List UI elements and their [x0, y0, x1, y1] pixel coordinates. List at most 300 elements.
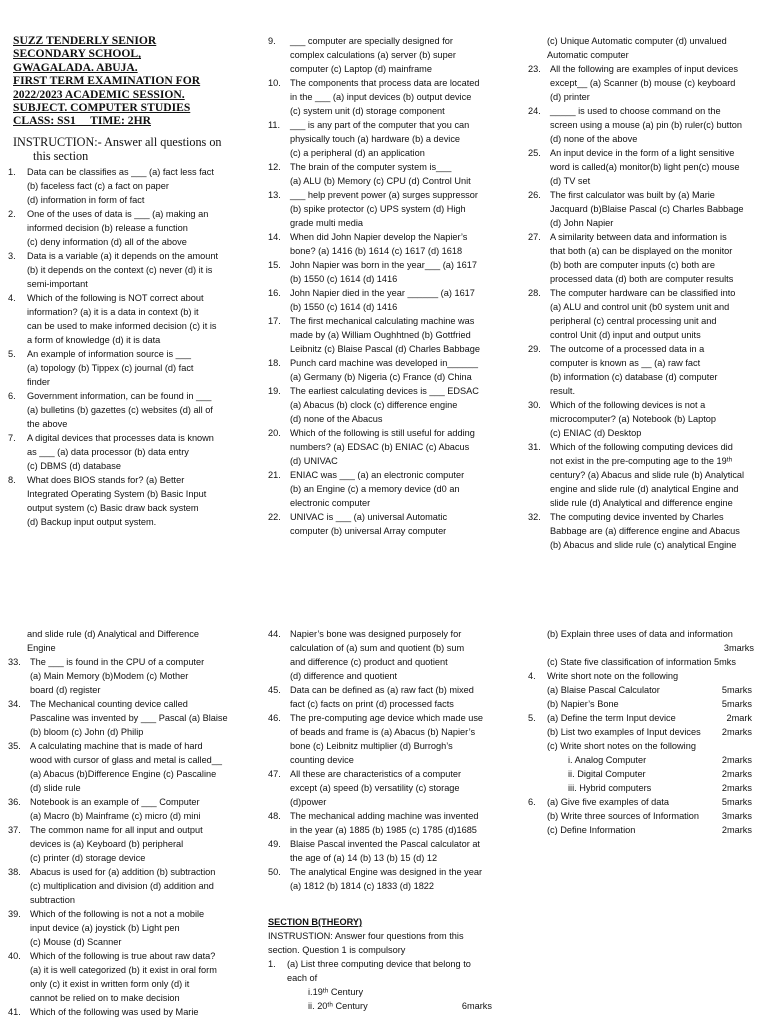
question-number: 1.	[268, 959, 276, 969]
header-line: GWAGALADA. ABUJA.	[13, 60, 138, 74]
question-text-line: informed decision (b) release a function	[27, 223, 188, 234]
question-number: 14.	[268, 232, 281, 242]
question-text-line: semi-important	[27, 279, 88, 290]
marks: 2marks	[721, 727, 752, 737]
exam-header	[13, 34, 244, 128]
question-text-line: (a) it is well categorized (b) it exist in oral form	[30, 965, 217, 975]
question-number: 8.	[8, 475, 16, 486]
marked-item	[547, 711, 752, 725]
question-text-line: that both (a) can be displayed on the monitor	[550, 246, 733, 256]
question-item	[528, 188, 764, 230]
question-item	[8, 907, 244, 949]
marked-item	[547, 809, 752, 823]
question-text-line: except (a) speed (b) versatility (c) storage	[290, 783, 460, 793]
question-item	[268, 160, 500, 188]
sub-question-list	[528, 753, 764, 795]
question-text-line: information? (a) it is a data in context (b) it	[27, 307, 199, 318]
marked-item	[547, 683, 752, 697]
question-text-line: of beads and frame is (a) Abacus (b) Napier’s	[290, 727, 476, 737]
question-number: 38.	[8, 867, 21, 877]
question-text-line: The common name for all input and output	[30, 825, 203, 835]
question-text-line: Blaise Pascal invented the Pascal calculator at	[290, 839, 480, 849]
question-text-line: (d) slide rule	[30, 783, 81, 793]
question-item	[268, 510, 500, 538]
question-text-line: (b) information (c) database (d) computer	[550, 372, 718, 382]
question-number: 26.	[528, 190, 541, 200]
question-number: 9.	[268, 36, 276, 46]
question-number: 33.	[8, 657, 21, 667]
question-text-line: counting device	[290, 755, 354, 765]
question-text-line: (a) ALU (b) Memory (c) CPU (d) Control Unit	[290, 176, 471, 186]
question-number: 25.	[528, 148, 541, 158]
question-number: 7.	[8, 433, 16, 444]
question-text-line: The computer hardware can be classified into	[550, 288, 736, 298]
question-text-line: The first mechanical calculating machine was	[290, 316, 475, 326]
question-item	[268, 683, 500, 711]
question-item	[8, 655, 244, 697]
question-text-line: in the year (a) 1885 (b) 1985 (c) 1785 (d)1685	[290, 825, 477, 835]
question-item	[528, 146, 764, 188]
question-text-line: (b) it depends on the context (c) never (d) it is	[27, 265, 213, 276]
question-item	[528, 398, 764, 440]
question-item	[8, 431, 244, 473]
question-number: 24.	[528, 106, 541, 116]
marked-line	[268, 999, 500, 1013]
question-text-line: The first calculator was built by (a) Marie	[550, 190, 715, 200]
question-text-line: (c) Mouse (d) Scanner	[30, 937, 122, 947]
question-text-line: devices is (a) Keyboard (b) peripheral	[30, 839, 184, 849]
item-label: i. Analog Computer	[568, 755, 647, 765]
marks: 6marks	[461, 1001, 492, 1011]
question-item	[528, 104, 764, 146]
question-text-line: slide rule (d) Analytical and difference engine	[550, 498, 733, 508]
question-text-line: What does BIOS stands for? (a) Better	[27, 475, 185, 486]
item-label: (c) Define Information	[547, 825, 636, 835]
text-line: (b) Explain three uses of data and information	[547, 629, 733, 639]
question-item	[268, 767, 500, 809]
question-item	[8, 389, 244, 431]
question-text-line: Which of the following is still useful for adding	[290, 428, 475, 438]
question-number: 31.	[528, 442, 541, 452]
question-number: 35.	[8, 741, 21, 751]
item-label: (b) Write three sources of Information	[547, 811, 699, 821]
question-text-line: An input device in the form of a light sensitive	[550, 148, 735, 158]
text-line: each of	[287, 973, 318, 983]
question-list	[528, 62, 764, 552]
question-text-line: Napier’s bone was designed purposely for	[290, 629, 462, 639]
question-text-line: subtraction	[30, 895, 75, 905]
question-text-line: (d) TV set	[550, 176, 591, 186]
question-text-line: word is called(a) monitor(b) light pen(c) mouse	[550, 162, 740, 172]
question-item	[268, 34, 500, 76]
question-text-line: complex calculations (a) server (b) super	[290, 50, 456, 60]
question-number: 36.	[8, 797, 21, 807]
question-text-line: (d) printer	[550, 92, 590, 102]
question-item	[268, 426, 500, 468]
question-text-line: (a) Abacus (b) clock (c) difference engine	[290, 400, 458, 410]
question-item	[8, 347, 244, 389]
question-text-line: Which of the following computing devices did	[550, 442, 733, 452]
question-text-line: (b) spike protector (c) UPS system (d) High	[290, 204, 466, 214]
question-text-line: (b) Abacus and slide rule (c) analytical Engine	[550, 540, 737, 550]
question-text-line: processed data (d) both are computer results	[550, 274, 734, 284]
question-text-line: (d) information in form of fact	[27, 195, 145, 206]
question-item	[268, 230, 500, 258]
question-text-line: (d) none of the Abacus	[290, 414, 383, 424]
question-list	[268, 34, 500, 538]
question-text-line: (d)power	[290, 797, 327, 807]
question-item	[528, 440, 764, 510]
item-label: (a) Define the term Input device	[547, 713, 676, 723]
marked-item	[568, 781, 752, 795]
question-number: 50.	[268, 867, 281, 877]
column-5	[268, 627, 500, 1013]
sub-question-list	[528, 683, 764, 711]
marks: 2marks	[721, 769, 752, 779]
question-item	[8, 865, 244, 907]
question-text-line: computer is known as __ (a) raw fact	[550, 358, 701, 368]
question-text-line: Data can be classifies as ___ (a) fact less fact	[27, 167, 214, 178]
marks: 2mark	[726, 713, 752, 723]
question-text-line: The computing device invented by Charles	[550, 512, 724, 522]
question-number: 12.	[268, 162, 281, 172]
question-list	[8, 655, 244, 1019]
question-text-line: The brain of the computer system is___	[290, 162, 452, 172]
question-number: 44.	[268, 629, 281, 639]
question-item	[8, 823, 244, 865]
question-text-line: screen using a mouse (a) pin (b) ruler(c) button	[550, 120, 742, 130]
header-line: CLASS: SS1 TIME: 2HR	[13, 114, 151, 128]
question-item	[8, 949, 244, 1005]
item-label: (a) Give five examples of data	[547, 797, 670, 807]
question-number: 49.	[268, 839, 281, 849]
sub-question-list	[547, 711, 764, 739]
question-number: 28.	[528, 288, 541, 298]
question-item	[8, 473, 244, 529]
question-text-line: John Napier died in the year ______ (a) 1617	[290, 288, 475, 298]
question-item	[528, 510, 764, 552]
question-text-line: The Mechanical counting device called	[30, 699, 188, 709]
question-text-line: ENIAC was ___ (a) an electronic computer	[290, 470, 465, 480]
question-item	[528, 342, 764, 398]
column-3	[528, 34, 764, 552]
question-text-line: ___ is any part of the computer that you can	[290, 120, 470, 130]
instruction-line: this section	[33, 149, 89, 164]
marks: 3marks	[721, 811, 752, 821]
item-label: ii. Digital Computer	[568, 769, 646, 779]
question-text-line: physically touch (a) hardware (b) a device	[290, 134, 461, 144]
question-text-line: except__ (a) Scanner (b) mouse (c) keyboard	[550, 78, 736, 88]
question-number: 39.	[8, 909, 21, 919]
text-line: (a) List three computing device that belong to	[287, 959, 471, 969]
item-label: (b) Napier’s Bone	[547, 699, 619, 709]
question-text-line: board (d) register	[30, 685, 101, 695]
marked-item	[568, 753, 752, 767]
question-text-line: All these are characteristics of a computer	[290, 769, 462, 779]
question-item	[8, 1005, 244, 1019]
question-number: 5.	[8, 349, 16, 360]
text-line: (c) Unique Automatic computer (d) unvalued	[547, 36, 727, 46]
question-text-line: input device (a) joystick (b) Light pen	[30, 923, 180, 933]
question-text-line: ___ help prevent power (a) surges suppressor	[290, 190, 478, 200]
question-text-line: (c) a peripheral (d) an application	[290, 148, 425, 158]
question-text-line: Abacus is used for (a) addition (b) subtraction	[30, 867, 216, 877]
question-item	[8, 249, 244, 291]
question-item	[528, 286, 764, 342]
question-number: 1.	[8, 167, 16, 178]
question-text-line: All the following are examples of input devices	[550, 64, 738, 74]
question-text-line: (a) 1812 (b) 1814 (c) 1833 (d) 1822	[290, 881, 435, 891]
question-text-line: (b) 1550 (c) 1614 (d) 1416	[290, 302, 398, 312]
marks: 3marks	[723, 643, 754, 653]
marks: 2marks	[721, 755, 752, 765]
question-number: 6.	[8, 391, 16, 402]
question-text-line: _____ is used to choose command on the	[550, 106, 721, 116]
question-item	[268, 865, 500, 893]
question-text-line: (b) faceless fact (c) a fact on paper	[27, 181, 169, 192]
question-number: 4.	[8, 293, 16, 304]
theory-question	[528, 711, 764, 739]
question-text-line: can be used to make informed decision (c) it is	[27, 321, 217, 332]
question-number: 3.	[8, 251, 16, 262]
marks: 5marks	[721, 699, 752, 709]
marks: 5marks	[721, 685, 752, 695]
section-b-instruction	[268, 929, 500, 957]
marked-item	[547, 697, 752, 711]
question-number: 30.	[528, 400, 541, 410]
item-label: iii. Hybrid computers	[568, 783, 652, 793]
question-text-line: One of the uses of data is ___ (a) making an	[27, 209, 209, 220]
column-4	[8, 627, 244, 1019]
theory-question	[528, 669, 764, 683]
question-text-line: (a) Abacus (b)Difference Engine (c) Pascaline	[30, 769, 217, 779]
question-text-line: The mechanical adding machine was invented	[290, 811, 479, 821]
text-line: ii. 20ᵗʰ Century	[308, 1001, 368, 1011]
question-text-line: (d) none of the above	[550, 134, 638, 144]
question-number: 18.	[268, 358, 281, 368]
section-b-title: SECTION B(THEORY)	[268, 917, 363, 927]
question-number: 46.	[268, 713, 281, 723]
question-text-line: computer (b) universal Array computer	[290, 526, 447, 536]
marked-item	[547, 795, 752, 809]
question-item	[268, 384, 500, 426]
question-text-line: Data can be defined as (a) raw fact (b) mixed	[290, 685, 474, 695]
question-text-line: The ___ is found in the CPU of a computer	[30, 657, 205, 667]
question-text-line: the age of (a) 14 (b) 13 (b) 15 (d) 12	[290, 853, 438, 863]
question-text-line: the above	[27, 419, 68, 430]
question-text-line: (d) UNIVAC	[290, 456, 338, 466]
question-item	[268, 118, 500, 160]
question-text-line: Which of the following is not a not a mobile	[30, 909, 205, 919]
header-line: SECONDARY SCHOOL,	[13, 47, 142, 61]
item-label: (b) List two examples of Input devices	[547, 727, 701, 737]
header-line: 2022/2023 ACADEMIC SESSION.	[13, 87, 185, 101]
question-text-line: (c) system unit (d) storage component	[290, 106, 445, 116]
text-line: section. Question 1 is compulsory	[268, 945, 406, 955]
question-text-line: (a) Main Memory (b)Modem (c) Mother	[30, 671, 189, 681]
question-text-line: Babbage are (a) difference engine and Abacus	[550, 526, 740, 536]
question-item	[268, 76, 500, 118]
question-text-line: (b) 1550 (c) 1614 (d) 1416	[290, 274, 398, 284]
question-text-line: Which of the following is true about raw data?	[30, 951, 216, 961]
question-number: 5.	[528, 713, 536, 723]
question-text-line: (a) Germany (b) Nigeria (c) France (d) China	[290, 372, 472, 382]
question-text-line: not exist in the pre-computing age to the 19ᵗʰ	[550, 456, 733, 466]
question-item	[528, 230, 764, 286]
question-text-line: finder	[27, 377, 50, 388]
question-text-line: Jacquard (b)Blaise Pascal (c) Charles Babbage	[550, 204, 744, 214]
question-text-line: electronic computer	[290, 498, 371, 508]
question-text-line: (c) printer (d) storage device	[30, 853, 146, 863]
question-number: 37.	[8, 825, 21, 835]
question-text-line: control Unit (d) input and output units	[550, 330, 701, 340]
text-line: Write short note on the following	[547, 671, 679, 681]
question-text-line: Integrated Operating System (b) Basic Input	[27, 489, 207, 500]
question-item	[268, 837, 500, 865]
text-line: INSTRUSTION: Answer four questions from this	[268, 931, 464, 941]
header-line: FIRST TERM EXAMINATION FOR	[13, 74, 201, 88]
question-number: 40.	[8, 951, 21, 961]
question-item	[8, 165, 244, 207]
continued-text	[8, 627, 244, 655]
instruction-line: INSTRUCTION:- Answer all questions on	[13, 134, 222, 149]
question-number: 22.	[268, 512, 281, 522]
marks: 5marks	[721, 797, 752, 807]
question-text-line: (c) ENIAC (d) Desktop	[550, 428, 642, 438]
item-label: (a) Blaise Pascal Calculator	[547, 685, 660, 695]
question-number: 41.	[8, 1007, 21, 1017]
question-text-line: (d) Backup input output system.	[27, 517, 157, 528]
question-text-line: and difference (c) product and quotient	[290, 657, 448, 667]
text-line: Automatic computer	[547, 50, 629, 60]
question-item	[268, 468, 500, 510]
question-text-line: (b) an Engine (c) a memory device (d0 an	[290, 484, 460, 494]
question-item	[268, 258, 500, 286]
question-number: 34.	[8, 699, 21, 709]
question-number: 16.	[268, 288, 281, 298]
question-text-line: (a) ALU and control unit (b0 system unit and	[550, 302, 730, 312]
question-number: 13.	[268, 190, 281, 200]
question-item	[8, 795, 244, 823]
question-item	[8, 697, 244, 739]
question-item	[268, 809, 500, 837]
question-text-line: (d) John Napier	[550, 218, 614, 228]
question-text-line: Pascaline was invented by ___ Pascal (a) Blaise	[30, 713, 228, 723]
question-item	[8, 739, 244, 795]
question-number: 32.	[528, 512, 541, 522]
question-text-line: Government information, can be found in ___	[27, 391, 212, 402]
header-line: SUZZ TENDERLY SENIOR	[13, 34, 157, 47]
question-text-line: microcomputer? (a) Notebook (b) Laptop	[550, 414, 716, 424]
question-text-line: numbers? (a) EDSAC (b) ENIAC (c) Abacus	[290, 442, 470, 452]
question-item	[268, 286, 500, 314]
question-number: 11.	[268, 120, 281, 130]
question-text-line: (c) deny information (d) all of the above	[27, 237, 187, 248]
question-text-line: peripheral (c) central processing unit and	[550, 316, 717, 326]
sub-question-list	[547, 795, 764, 837]
question-text-line: engine and slide rule (d) analytical Engine and	[550, 484, 739, 494]
question-number: 6.	[528, 797, 536, 807]
question-item	[268, 627, 500, 683]
question-text-line: (b) both are computer inputs (c) both are	[550, 260, 715, 270]
theory-question	[528, 795, 764, 837]
question-text-line: only (c) it exist in written form only (d) it	[30, 979, 190, 989]
question-text-line: calculation of (a) sum and quotient (b) sum	[290, 643, 465, 653]
question-text-line: When did John Napier develop the Napier’s	[290, 232, 468, 242]
question-text-line: UNIVAC is ___ (a) universal Automatic	[290, 512, 448, 522]
question-text-line: wood with cursor of glass and metal is called__	[30, 755, 223, 765]
question-text-line: (a) Macro (b) Mainframe (c) micro (d) mini	[30, 811, 201, 821]
question-text-line: grade multi media	[290, 218, 364, 228]
question-item	[8, 207, 244, 249]
question-list	[8, 165, 244, 529]
question-text-line: Punch card machine was developed in______	[290, 358, 478, 368]
question-text-line: (a) bulletins (b) gazettes (c) websites (d) all of	[27, 405, 213, 416]
question-text-line: Which of the following is NOT correct about	[27, 293, 204, 304]
question-text-line: A similarity between data and information is	[550, 232, 727, 242]
theory-question	[268, 957, 500, 985]
question-number: 10.	[268, 78, 281, 88]
text-line: (c) State five classification of information 5mks	[547, 657, 736, 667]
question-text-line: An example of information source is ___	[27, 349, 191, 360]
question-text-line: century? (a) Abacus and slide rule (b) Analytical	[550, 470, 745, 480]
question-text-line: (c) multiplication and division (d) addition and	[30, 881, 214, 891]
question-number: 29.	[528, 344, 541, 354]
question-text-line: output system (c) Basic draw back system	[27, 503, 199, 514]
question-text-line: made by (a) William Oughhtned (b) Gottfried	[290, 330, 471, 340]
question-item	[8, 291, 244, 347]
question-text-line: ___ computer are specially designed for	[290, 36, 453, 46]
question-text-line: The components that process data are located	[290, 78, 480, 88]
question-text-line: A digital devices that processes data is known	[27, 433, 214, 444]
question-item	[268, 314, 500, 356]
question-number: 47.	[268, 769, 281, 779]
question-number: 23.	[528, 64, 541, 74]
question-text-line: Data is a variable (a) it depends on the amount	[27, 251, 219, 262]
header-line: SUBJECT. COMPUTER STUDIES	[13, 101, 191, 115]
question-text-line: (b) bloom (c) John (d) Philip	[30, 727, 144, 737]
question-text-line: The analytical Engine was designed in the year	[290, 867, 483, 877]
question-text-line: Notebook is an example of ___ Computer	[30, 797, 200, 807]
question-number: 2.	[8, 209, 16, 220]
question-number: 19.	[268, 386, 281, 396]
question-text-line: bone (c) Leibnitz multiplier (d) Burrogh’s	[290, 741, 453, 751]
text-line: (c) Write short notes on the following	[547, 741, 696, 751]
instruction	[13, 135, 244, 163]
continued-text	[528, 34, 764, 62]
question-item	[268, 356, 500, 384]
question-text-line: as ___ (a) data processor (b) data entry	[27, 447, 189, 458]
column-2	[268, 34, 500, 538]
column-6	[528, 627, 764, 837]
question-text-line: The outcome of a processed data in a	[550, 344, 705, 354]
question-number: 4.	[528, 671, 536, 681]
question-text-line: John Napier was born in the year___ (a) 1617	[290, 260, 477, 270]
marks: 2marks	[721, 783, 752, 793]
question-number: 21.	[268, 470, 281, 480]
question-item	[268, 188, 500, 230]
marked-item	[547, 725, 752, 739]
marked-item	[547, 823, 752, 837]
question-text-line: The earliest calculating devices is ___ EDSAC	[290, 386, 479, 396]
question-number: 27.	[528, 232, 541, 242]
question-text-line: A calculating machine that is made of hard	[30, 741, 203, 751]
question-text-line: (a) topology (b) Tippex (c) journal (d) fact	[27, 363, 194, 374]
question-number: 17.	[268, 316, 281, 326]
question-text-line: bone? (a) 1416 (b) 1614 (c) 1617 (d) 1618	[290, 246, 463, 256]
question-text-line: fact (c) facts on print (d) processed facts	[290, 699, 454, 709]
question-text-line: Leibnitz (c) Blaise Pascal (d) Charles Babbage	[290, 344, 480, 354]
